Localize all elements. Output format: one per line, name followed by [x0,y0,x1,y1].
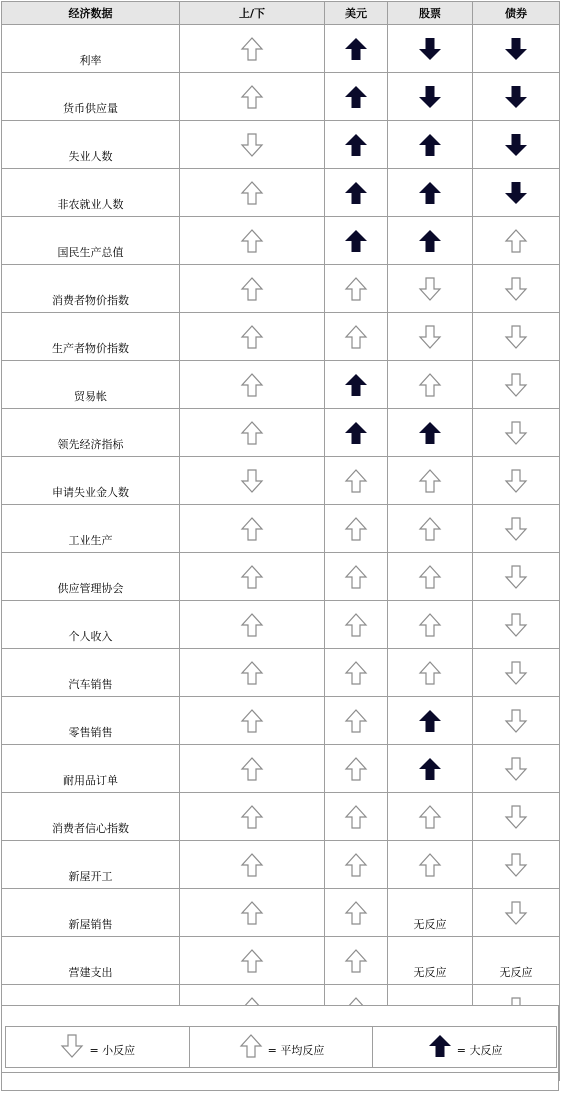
cell-bonds [473,265,560,313]
legend-average [189,1027,373,1068]
indicator-name: 汽车销售 [2,649,180,697]
cell-bonds [473,361,560,409]
indicator-name: 工业生产 [2,505,180,553]
average-reaction-arrow-up-icon [343,324,369,350]
cell-bonds [473,313,560,361]
small-reaction-arrow-down-icon [417,276,443,302]
large-reaction-arrow-up-icon [343,180,369,206]
legend-small-label: = 小反应 [89,1043,136,1057]
indicator-name: 非农就业人数 [2,169,180,217]
table-row [2,841,560,889]
average-reaction-arrow-up-icon [417,852,443,878]
cell-direction [180,313,325,361]
cell-direction [180,697,325,745]
cell-bonds [473,601,560,649]
cell-direction [180,457,325,505]
table-row [2,217,560,265]
small-reaction-arrow-down-icon [503,324,529,350]
small-reaction-arrow-down-icon [59,1033,85,1059]
small-reaction-arrow-down-icon [503,612,529,638]
cell-direction [180,121,325,169]
large-reaction-arrow-down-icon [503,36,529,62]
indicator-name: 营建支出 [2,937,180,985]
cell-bonds [473,121,560,169]
legend-panel [1,1005,559,1091]
large-reaction-arrow-up-icon [417,180,443,206]
cell-direction [180,937,325,985]
cell-stocks [388,73,473,121]
large-reaction-arrow-down-icon [503,84,529,110]
cell-bonds [473,217,560,265]
average-reaction-arrow-up-icon [343,468,369,494]
cell-usd [325,457,388,505]
cell-usd [325,937,388,985]
cell-direction [180,793,325,841]
average-reaction-arrow-up-icon [343,612,369,638]
indicator-name: 利率 [2,25,180,73]
cell-stocks [388,553,473,601]
cell-bonds [473,169,560,217]
legend-average-label: = 平均反应 [267,1043,325,1057]
indicator-name: 贸易帐 [2,361,180,409]
table-row [2,265,560,313]
cell-usd [325,553,388,601]
large-reaction-arrow-up-icon [343,228,369,254]
header-row [2,2,560,25]
large-reaction-arrow-down-icon [503,132,529,158]
large-reaction-arrow-up-icon [343,132,369,158]
cell-stocks [388,409,473,457]
legend-small [6,1027,190,1068]
cell-stocks [388,745,473,793]
small-reaction-arrow-down-icon [239,132,265,158]
average-reaction-arrow-up-icon [343,756,369,782]
indicator-name: 零售销售 [2,697,180,745]
cell-usd [325,601,388,649]
cell-usd [325,409,388,457]
average-reaction-arrow-up-icon [343,948,369,974]
cell-direction [180,553,325,601]
average-reaction-arrow-up-icon [239,564,265,590]
table-row [2,745,560,793]
cell-usd [325,25,388,73]
cell-stocks [388,649,473,697]
small-reaction-arrow-down-icon [503,708,529,734]
average-reaction-arrow-up-icon [239,180,265,206]
average-reaction-arrow-up-icon [239,324,265,350]
small-reaction-arrow-down-icon [503,420,529,446]
cell-bonds [473,457,560,505]
small-reaction-arrow-down-icon [503,468,529,494]
cell-stocks [388,361,473,409]
cell-usd [325,505,388,553]
average-reaction-arrow-up-icon [239,276,265,302]
cell-bonds [473,649,560,697]
cell-stocks [388,457,473,505]
no-reaction-text: 无反应 [388,937,473,985]
average-reaction-arrow-up-icon [417,660,443,686]
indicator-name: 货币供应量 [2,73,180,121]
table-row [2,409,560,457]
indicator-name: 供应管理协会 [2,553,180,601]
average-reaction-arrow-up-icon [417,372,443,398]
average-reaction-arrow-up-icon [503,228,529,254]
header-indicator: 经济数据 [2,2,180,25]
average-reaction-arrow-up-icon [239,612,265,638]
cell-stocks [388,313,473,361]
header-direction: 上/下 [180,2,325,25]
average-reaction-arrow-up-icon [239,36,265,62]
large-reaction-arrow-down-icon [503,180,529,206]
average-reaction-arrow-up-icon [239,804,265,830]
cell-usd [325,217,388,265]
cell-bonds [473,553,560,601]
average-reaction-arrow-up-icon [417,516,443,542]
average-reaction-arrow-up-icon [343,564,369,590]
table-row [2,937,560,985]
table-row [2,697,560,745]
large-reaction-arrow-down-icon [417,36,443,62]
average-reaction-arrow-up-icon [239,420,265,446]
cell-bonds [473,25,560,73]
indicator-name: 申请失业金人数 [2,457,180,505]
cell-stocks [388,697,473,745]
cell-direction [180,265,325,313]
cell-stocks [388,505,473,553]
average-reaction-arrow-up-icon [239,84,265,110]
small-reaction-arrow-down-icon [503,660,529,686]
large-reaction-arrow-up-icon [343,84,369,110]
large-reaction-arrow-up-icon [343,372,369,398]
cell-stocks [388,169,473,217]
average-reaction-arrow-up-icon [239,372,265,398]
table-row [2,457,560,505]
indicator-name: 新屋开工 [2,841,180,889]
cell-usd [325,73,388,121]
average-reaction-arrow-up-icon [417,804,443,830]
cell-direction [180,505,325,553]
average-reaction-arrow-up-icon [343,276,369,302]
average-reaction-arrow-up-icon [343,660,369,686]
header-usd: 美元 [325,2,388,25]
cell-stocks [388,793,473,841]
reaction-table [1,1,560,1081]
cell-usd [325,169,388,217]
table-row [2,121,560,169]
cell-bonds [473,409,560,457]
average-reaction-arrow-up-icon [239,756,265,782]
cell-direction [180,889,325,937]
average-reaction-arrow-up-icon [343,900,369,926]
average-reaction-arrow-up-icon [239,516,265,542]
cell-direction [180,169,325,217]
table-row [2,313,560,361]
cell-stocks [388,121,473,169]
small-reaction-arrow-down-icon [503,900,529,926]
average-reaction-arrow-up-icon [343,852,369,878]
legend-large-label: = 大反应 [456,1043,503,1057]
indicator-name: 失业人数 [2,121,180,169]
indicator-name: 消费者信心指数 [2,793,180,841]
cell-direction [180,601,325,649]
average-reaction-arrow-up-icon [239,900,265,926]
cell-direction [180,361,325,409]
cell-bonds [473,841,560,889]
table-row [2,169,560,217]
indicator-name: 新屋销售 [2,889,180,937]
small-reaction-arrow-down-icon [503,516,529,542]
cell-direction [180,841,325,889]
table-row [2,25,560,73]
large-reaction-arrow-up-icon [417,228,443,254]
cell-stocks [388,601,473,649]
cell-direction [180,649,325,697]
table-row [2,649,560,697]
large-reaction-arrow-up-icon [427,1033,453,1059]
cell-bonds [473,73,560,121]
cell-usd [325,313,388,361]
cell-usd [325,361,388,409]
cell-usd [325,793,388,841]
cell-usd [325,889,388,937]
average-reaction-arrow-up-icon [343,708,369,734]
small-reaction-arrow-down-icon [503,276,529,302]
cell-stocks [388,841,473,889]
cell-usd [325,841,388,889]
small-reaction-arrow-down-icon [239,468,265,494]
large-reaction-arrow-down-icon [417,84,443,110]
table-row [2,73,560,121]
average-reaction-arrow-up-icon [239,708,265,734]
average-reaction-arrow-up-icon [417,468,443,494]
table-row [2,505,560,553]
cell-bonds [473,505,560,553]
small-reaction-arrow-down-icon [417,324,443,350]
cell-direction [180,217,325,265]
average-reaction-arrow-up-icon [239,228,265,254]
cell-usd [325,745,388,793]
cell-direction [180,25,325,73]
large-reaction-arrow-up-icon [417,756,443,782]
header-bonds: 债券 [473,2,560,25]
legend-table [5,1026,557,1068]
cell-direction [180,409,325,457]
cell-usd [325,265,388,313]
small-reaction-arrow-down-icon [503,372,529,398]
large-reaction-arrow-up-icon [417,420,443,446]
cell-usd [325,121,388,169]
large-reaction-arrow-up-icon [417,708,443,734]
indicator-name: 国民生产总值 [2,217,180,265]
table-row [2,601,560,649]
cell-usd [325,649,388,697]
cell-stocks [388,25,473,73]
cell-direction [180,73,325,121]
average-reaction-arrow-up-icon [239,852,265,878]
average-reaction-arrow-up-icon [239,948,265,974]
indicator-name: 生产者物价指数 [2,313,180,361]
legend-footer-strip [2,1072,558,1090]
average-reaction-arrow-up-icon [343,804,369,830]
average-reaction-arrow-up-icon [238,1033,264,1059]
small-reaction-arrow-down-icon [503,804,529,830]
table-row [2,361,560,409]
cell-bonds [473,793,560,841]
indicator-name: 消费者物价指数 [2,265,180,313]
indicator-name: 耐用品订单 [2,745,180,793]
table-row [2,793,560,841]
large-reaction-arrow-up-icon [343,36,369,62]
large-reaction-arrow-up-icon [343,420,369,446]
indicator-name: 领先经济指标 [2,409,180,457]
cell-usd [325,697,388,745]
legend-large [373,1027,557,1068]
cell-stocks [388,265,473,313]
no-reaction-text: 无反应 [473,937,560,985]
average-reaction-arrow-up-icon [343,516,369,542]
large-reaction-arrow-up-icon [417,132,443,158]
small-reaction-arrow-down-icon [503,564,529,590]
table-row [2,889,560,937]
small-reaction-arrow-down-icon [503,756,529,782]
table-row [2,553,560,601]
cell-stocks [388,217,473,265]
cell-bonds [473,745,560,793]
average-reaction-arrow-up-icon [417,564,443,590]
cell-bonds [473,697,560,745]
indicator-name: 个人收入 [2,601,180,649]
header-stocks: 股票 [388,2,473,25]
average-reaction-arrow-up-icon [239,660,265,686]
average-reaction-arrow-up-icon [417,612,443,638]
no-reaction-text: 无反应 [388,889,473,937]
cell-direction [180,745,325,793]
small-reaction-arrow-down-icon [503,852,529,878]
cell-bonds [473,889,560,937]
